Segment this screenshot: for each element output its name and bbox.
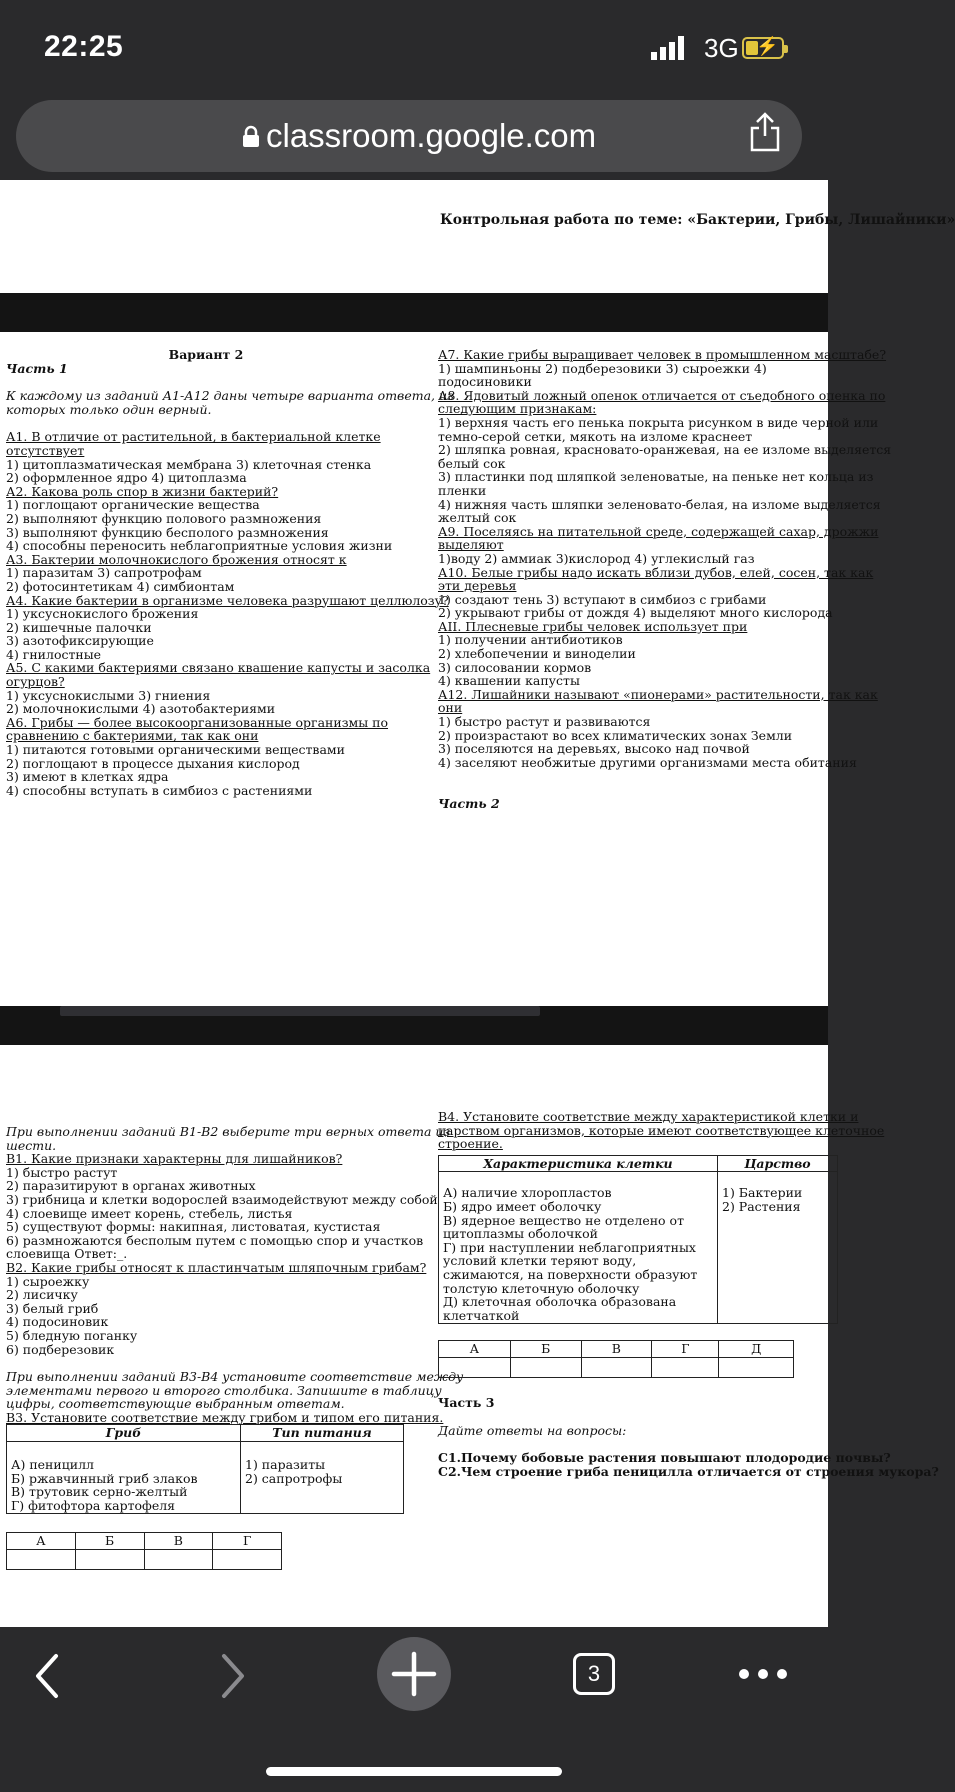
text-line: 4) подосиновик [6,1314,109,1330]
text-line: А8. Ядовитый ложный опенок отличается от съедобного опенка по [438,387,886,403]
tabs-button[interactable] [573,1653,615,1695]
answer-cell [652,1357,719,1377]
list-item: 1) Бактерии [722,1185,803,1201]
text-line: 4) слоевище имеет корень, стебель, листья [6,1205,293,1221]
text-line: 2) лисичку [6,1287,78,1303]
text-line: эти деревья [438,578,517,594]
answer-cell [510,1357,581,1377]
table-header: Гриб [7,1425,241,1442]
text-line: 2) выполняют функцию полового размножения [6,510,322,526]
text-line: А3. Бактерии молочнокислого брожения относят к [6,551,347,567]
text-line: сравнению с бактериями, так как они [6,728,259,744]
new-tab-icon[interactable] [376,1636,452,1712]
text-line: 2) фотосинтетикам 4) симбионтам [6,578,235,594]
more-icon[interactable] [738,1668,788,1680]
table-header: Тип питания [241,1425,404,1442]
table-header: Царство [718,1155,838,1172]
answer-cell [581,1357,652,1377]
text-line: 3) грибница и клетки водорослей взаимодействуют между собой [6,1191,438,1207]
network-type: 3G [704,33,739,63]
status-time: 22:25 [44,30,124,63]
text-line: 4) способны вступать в симбиоз с растениями [6,782,313,798]
text-line: Часть 3 [438,1394,495,1410]
text-line: В2. Какие грибы относят к пластинчатым шляпочным грибам? [6,1259,427,1275]
list-item: В) трутовик серно-желтый [11,1484,188,1500]
signal-icon [651,36,695,60]
page-separator [0,1006,828,1045]
text-line: 2) поглощают в процессе дыхания кислород [6,755,300,771]
text-line: 2) укрывают грибы от дождя 4) выделяют много кислорода [438,605,833,621]
text-line: 2) произрастают во всех климатических зонах Земли [438,727,793,743]
text-line: отсутствует [6,442,85,458]
text-line: 1) создают тень 3) вступают в симбиоз с грибами [438,591,767,607]
home-indicator [266,1767,562,1776]
list-item: 2) сапротрофы [245,1470,343,1486]
url-text: classroom.google.com [266,117,597,154]
text-line: А5. С какими бактериями связано квашение капусты и засолка [6,660,431,676]
answer-cell [144,1550,213,1570]
document-page-3 [0,1045,939,1627]
b3-match-table [6,1424,404,1514]
text-line: 1) быстро растут [6,1164,118,1180]
text-line: 2) хлебопечении и виноделии [438,646,636,662]
text-line: 1)воду 2) аммиак 3)кислород 4) углекислый газ [438,550,755,566]
document-title: Контрольная работа по теме: «Бактерии, Грибы, Лишайники» [440,212,955,228]
list-item: цитоплазмы оболочкой [443,1226,598,1242]
text-line: 1) верхняя часть его пенька покрыта рисунком в виде черной или [438,414,879,430]
text-line: 1) паразитам 3) сапротрофам [6,565,202,581]
page3-left-column [6,1124,464,1570]
answer-cell [7,1550,76,1570]
text-line: А2. Какова роль спор в жизни бактерий? [6,483,279,499]
list-item: 2) Растения [722,1198,801,1214]
text-line: 1) получении антибиотиков [438,632,623,648]
list-item: Д) клеточная оболочка образована [443,1294,677,1310]
text-line: А9. Поселяясь на питательной среде, содержащей сахар, дрожжи [438,523,879,539]
text-line: С1.Почему бобовые растения повышают плодородие почвы? [438,1450,891,1466]
list-item: А) пеницилл [11,1457,94,1473]
list-item: Г) при наступлении неблагоприятных [443,1239,696,1255]
spacer [438,769,838,783]
text-line: 4) гнилостные [6,646,102,662]
text-line: Часть 2 [438,796,500,812]
text-line: 3) пластинки под шляпкой зеленоватые, на пеньке нет кольца из [438,469,874,485]
answer-header: Б [510,1341,581,1358]
spacer [6,1356,406,1370]
text-line: 1) сыроежку [6,1273,90,1289]
text-line: А4. Какие бактерии в организме человека разрушают целлюлозу? [6,592,449,608]
text-line: они [438,700,463,716]
spacer [438,1437,838,1451]
list-item: А) наличие хлоропластов [443,1185,612,1201]
text-line: 1) уксуснокислыми 3) гниения [6,687,211,703]
text-line: 1) цитоплазматическая мембрана 3) клеточная стенка [6,456,372,472]
text-line: 4) нижняя часть шляпки зеленовато-белая, на изломе выделяется [438,496,881,512]
answer-header: Г [213,1533,282,1550]
back-icon[interactable] [32,1652,62,1700]
table-cell [718,1172,838,1324]
text-line: С2.Чем строение гриба пеницилла отличается от строения мукора? [438,1463,939,1479]
text-line: 3) азотофиксирующие [6,633,154,649]
text-line: 5) бледную поганку [6,1327,138,1343]
text-line: Часть 1 [6,360,68,376]
text-line: Вариант 2 [168,347,244,362]
list-item: 1) паразиты [245,1457,326,1473]
text-line: элементами первого и второго столбика. Запишите в таблицу [6,1382,442,1398]
list-item: сжимаются, на поверхности образуют [443,1266,698,1282]
text-line: К каждому из заданий А1-А12 даны четыре варианта ответа, из [6,388,454,404]
text-line: При выполнении заданий В3-В4 установите соответствие между [6,1369,464,1385]
list-item: Б) ядро имеет оболочку [443,1198,602,1214]
text-line: подосиновики [438,374,532,390]
b4-answer-grid [438,1340,794,1378]
b4-match-table [438,1155,838,1325]
answer-cell [719,1357,794,1377]
answer-header: Г [652,1341,719,1358]
share-icon[interactable] [748,112,782,152]
text-line: слоевища Ответ:_. [6,1246,128,1262]
text-line: огурцов? [6,674,65,690]
page2-right-column [438,347,892,812]
text-line: 6) размножаются бесполым путем с помощью спор и участков [6,1232,424,1248]
text-line: А12. Лишайники называют «пионерами» растительности, так как [438,686,878,702]
text-line: 3) имеют в клетках ядра [6,769,169,785]
text-line: темно-серой сетки, мякоть на изломе краснеет [438,428,753,444]
text-line: В3. Установите соответствие между грибом и типом его питания. [6,1409,444,1425]
text-line: 3) выполняют функцию бесполого размножения [6,524,329,540]
text-line: Дайте ответы на вопросы: [438,1422,627,1438]
address-bar[interactable] [16,100,802,172]
text-line: 4) заселяют необжитые другими организмами места обитания [438,754,857,770]
page-separator [0,293,828,332]
text-line: 3) поселяются на деревьях, высоко над почвой [438,741,750,757]
text-line: белый сок [438,455,506,471]
text-line: 3) силосовании кормов [438,659,592,675]
document-page-2 [0,332,892,1006]
text-line: В4. Установите соответствие между характеристикой клетки и [438,1109,859,1124]
status-bar [0,0,828,96]
text-line: А6. Грибы — более высокоорганизованные организмы по [6,714,389,730]
text-line: шести. [6,1137,57,1153]
text-line: 3) белый гриб [6,1300,99,1316]
spacer [6,416,406,430]
text-line: желтый сок [438,510,517,526]
text-line: 1) питаются готовыми органическими веществами [6,742,345,758]
text-line: А7. Какие грибы выращивает человек в промышленном масштабе? [438,347,887,362]
battery-charging-icon: ⚡ [742,37,784,59]
tabs-count: 3 [587,1661,601,1686]
text-line: А10. Белые грибы надо искать вблизи дубов, елей, сосен, так как [438,564,874,580]
answer-header: А [439,1341,511,1358]
list-item: условий клетки теряют воду, [443,1253,637,1269]
answer-header: В [144,1533,213,1550]
text-line: 1) шампиньоны 2) подберезовики 3) сыроежки 4) [438,360,767,376]
text-line: 1) уксуснокислого брожения [6,606,199,622]
answer-cell [75,1550,144,1570]
text-line: пленки [438,482,487,498]
b3-answer-grid [6,1532,282,1570]
text-line: А1. В отличие от растительной, в бактериальной клетке [6,429,381,445]
answer-header: Д [719,1341,794,1358]
answer-cell [439,1357,511,1377]
text-line: царством организмов, которые имеют соответствующее клеточное [438,1122,885,1138]
list-item: толстую клеточную оболочку [443,1280,640,1296]
list-item: Г) фитофтора картофеля [11,1497,176,1513]
table-cell [439,1172,718,1324]
text-line: 1) поглощают органические вещества [6,497,260,513]
text-line: 2) кишечные палочки [6,619,152,635]
text-line: 1) быстро растут и развиваются [438,714,651,730]
forward-icon[interactable] [218,1652,248,1700]
text-line: 2) шляпка ровная, красновато-оранжевая, на ее изломе выделяется [438,442,892,458]
lock-icon [242,126,260,148]
table-cell [241,1442,404,1514]
text-line: 2) молочнокислыми 4) азотобактериями [6,701,276,717]
text-line: выделяют [438,537,504,553]
text-line: 4) квашении капусты [438,673,580,689]
text-line: 2) оформленное ядро 4) цитоплазма [6,470,247,486]
answer-header: В [581,1341,652,1358]
answer-header: А [7,1533,76,1550]
text-line: 6) подберезовик [6,1341,115,1357]
list-item: Б) ржавчинный гриб злаков [11,1470,198,1486]
text-line: 4) способны переносить неблагоприятные условия жизни [6,538,393,554]
answer-header: Б [75,1533,144,1550]
text-line: При выполнении заданий В1-В2 выберите три верных ответа из [6,1124,451,1139]
text-line: следующим признакам: [438,401,597,417]
table-cell [7,1442,241,1514]
table-header: Характеристика клетки [439,1155,718,1172]
text-line: 2) паразитируют в органах животных [6,1178,256,1194]
spacer [438,1410,838,1424]
spacer [438,783,838,797]
page2-left-column [6,347,454,798]
text-line: АII. Плесневые грибы человек использует при [438,618,748,634]
spacer [6,375,406,389]
page3-right-column [438,1109,939,1479]
text-line: В1. Какие признаки характерны для лишайников? [6,1151,343,1167]
answer-cell [213,1550,282,1570]
text-line: 5) существуют формы: накипная, листоватая, кустистая [6,1219,381,1235]
list-item: клетчаткой [443,1307,520,1323]
text-line: цифры, соответствующие выбранным ответам. [6,1396,345,1412]
list-item: В) ядерное вещество не отделено от [443,1212,684,1228]
document-page-1 [0,180,955,293]
text-line: строение. [438,1136,503,1152]
text-line: которых только один верный. [6,401,212,417]
